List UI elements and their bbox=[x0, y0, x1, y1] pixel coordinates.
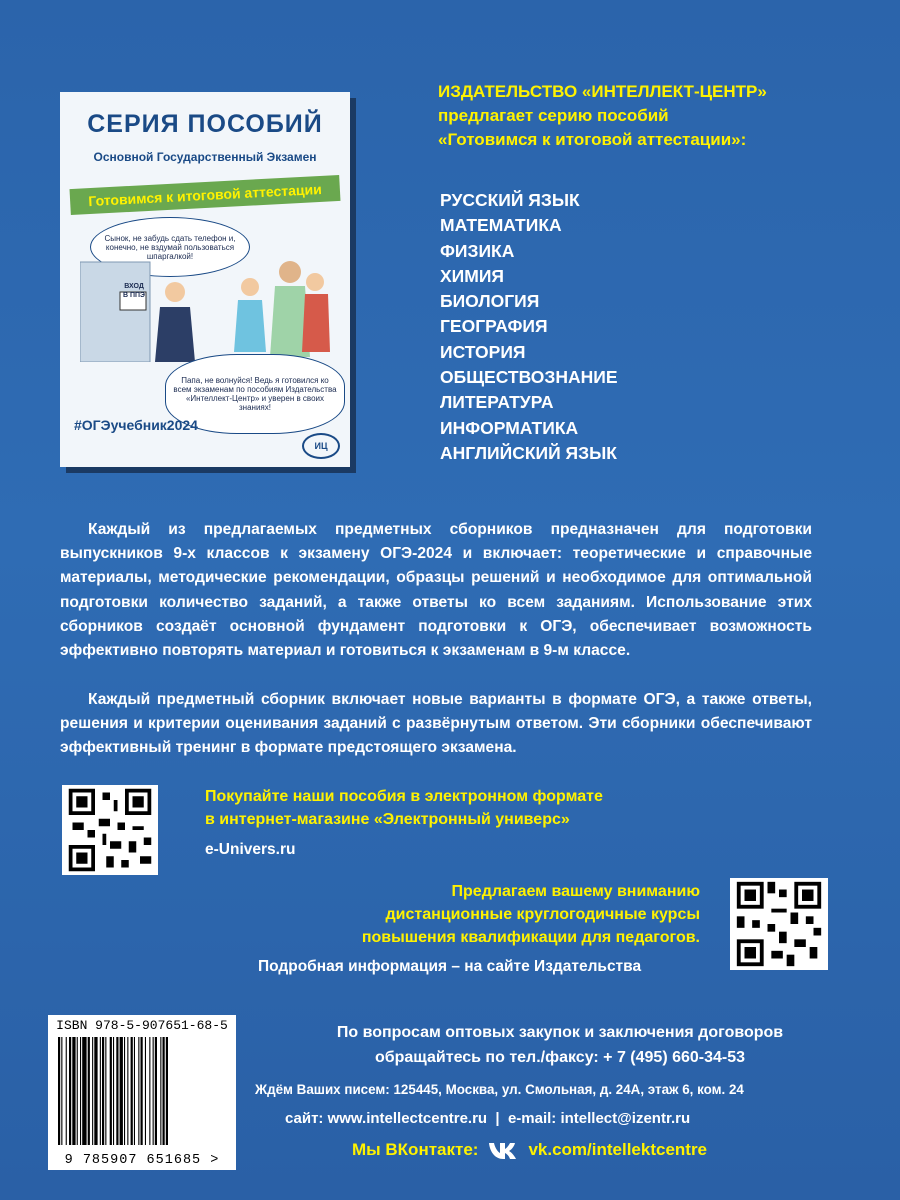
series-name: «Готовимся к итоговой аттестации»: bbox=[438, 130, 747, 149]
cover-series-title: СЕРИЯ ПОСОБИЙ bbox=[87, 110, 323, 138]
site-and-email[interactable]: сайт: www.intellectcentre.ru | e-mail: intellect@izentr.ru bbox=[285, 1110, 691, 1127]
subject-item: ИНФОРМАТИКА bbox=[440, 417, 579, 438]
ean-number: 9 785907 651685 > bbox=[64, 1153, 220, 1168]
subject-item: АНГЛИЙСКИЙ ЯЗЫК bbox=[440, 442, 617, 463]
shop-line-1: Покупайте наши пособия в электронном формате bbox=[205, 788, 603, 805]
wholesale-contacts bbox=[290, 1020, 830, 1070]
publisher-offer: предлагает серию пособий bbox=[438, 106, 669, 125]
cover-speech-bubble-top: Сынок, не забудь сдать телефон и, конечно, не вздумай пользоваться шпаргалкой! bbox=[90, 217, 250, 277]
isbn-barcode bbox=[48, 1015, 236, 1170]
vk-label: Мы ВКонтакте: bbox=[352, 1140, 479, 1159]
courses-info: Подробная информация – на сайте Издательства bbox=[258, 958, 642, 975]
book-cover-image bbox=[60, 92, 350, 467]
courses-line-1: Предлагаем вашему вниманию bbox=[451, 883, 700, 900]
courses-qr-code[interactable] bbox=[730, 878, 828, 970]
cover-speech-bubble-bottom: Папа, не волнуйся! Ведь я готовился ко всем экзаменам по пособиям Издательства «Интеллект-Центр» и уверен в своих знаниях! bbox=[165, 354, 345, 434]
postal-address: Ждём Ваших писем: 125445, Москва, ул. Смольная, д. 24А, этаж 6, ком. 24 bbox=[255, 1082, 744, 1097]
cover-illustration bbox=[80, 252, 330, 362]
qr-code-icon bbox=[62, 785, 158, 875]
cover-banner: Готовимся к итоговой аттестации bbox=[70, 175, 341, 215]
shop-text bbox=[205, 785, 603, 831]
vk-contact bbox=[352, 1140, 707, 1160]
courses-line-2: дистанционные круглогодичные курсы bbox=[385, 906, 700, 923]
wholesale-line-1: По вопросам оптовых закупок и заключения договоров bbox=[336, 1024, 784, 1041]
vk-icon bbox=[488, 1140, 518, 1160]
description-paragraph-1: Каждый из предлагаемых предметных сборников предназначен для подготовки выпускников 9-х классов к экзамену ОГЭ-2024 и включает: теоретические и справочные материалы, методические рекомендации, образцы решений и необходимое для оптимальной подготовки количество заданий, а также ответы ко всем заданиям. Использование этих сборников создаёт основной фундамент подготовки к ОГЭ, обеспечивает возможность эффективно повторять материал и готовиться к экзаменам в 9-м классе. bbox=[60, 521, 812, 660]
subject-item: РУССКИЙ ЯЗЫК bbox=[440, 190, 580, 210]
subject-list bbox=[440, 188, 618, 466]
subject-item: БИОЛОГИЯ bbox=[440, 291, 540, 312]
subject-item: ФИЗИКА bbox=[440, 240, 515, 261]
wholesale-phone: обращайтесь по тел./факсу: + 7 (495) 660-34-53 bbox=[374, 1049, 746, 1066]
shop-link[interactable]: e-Univers.ru bbox=[205, 841, 296, 858]
subject-item: ГЕОГРАФИЯ bbox=[440, 316, 548, 337]
courses-text bbox=[300, 880, 700, 949]
shop-qr-code[interactable] bbox=[62, 785, 158, 875]
publisher-name: ИЗДАТЕЛЬСТВО «ИНТЕЛЛЕКТ-ЦЕНТР» bbox=[438, 82, 767, 101]
subject-item: ЛИТЕРАТУРА bbox=[440, 392, 554, 413]
intellect-centre-logo-icon: ИЦ bbox=[302, 433, 340, 459]
qr-code-icon bbox=[730, 878, 828, 970]
vk-link[interactable]: vk.com/intellektcentre bbox=[528, 1140, 708, 1159]
cover-hashtag: #ОГЭучебник2024 bbox=[74, 417, 198, 433]
cover-exam-title: Основной Государственный Экзамен bbox=[93, 150, 317, 164]
subject-item: МАТЕМАТИКА bbox=[440, 215, 562, 236]
cover-sign: ВХОД В ППЭ bbox=[122, 283, 146, 299]
barcode-bars bbox=[56, 1037, 228, 1145]
shop-line-2: в интернет-магазине «Электронный универс» bbox=[205, 811, 570, 828]
subject-item: ИСТОРИЯ bbox=[440, 341, 526, 362]
subject-item: ОБЩЕСТВОЗНАНИЕ bbox=[440, 367, 618, 388]
publisher-heading bbox=[438, 80, 767, 152]
description-paragraph-2: Каждый предметный сборник включает новые варианты в формате ОГЭ, а также ответы, решения и критерии оценивания заданий с развёрнутым ответом. Эти сборники обеспечивают эффективный тренинг в формате предстоящего экзамена. bbox=[60, 691, 812, 757]
isbn-number: ISBN 978-5-907651-68-5 bbox=[56, 1018, 228, 1033]
subject-item: ХИМИЯ bbox=[440, 265, 504, 286]
courses-line-3: повышения квалификации для педагогов. bbox=[361, 929, 700, 946]
